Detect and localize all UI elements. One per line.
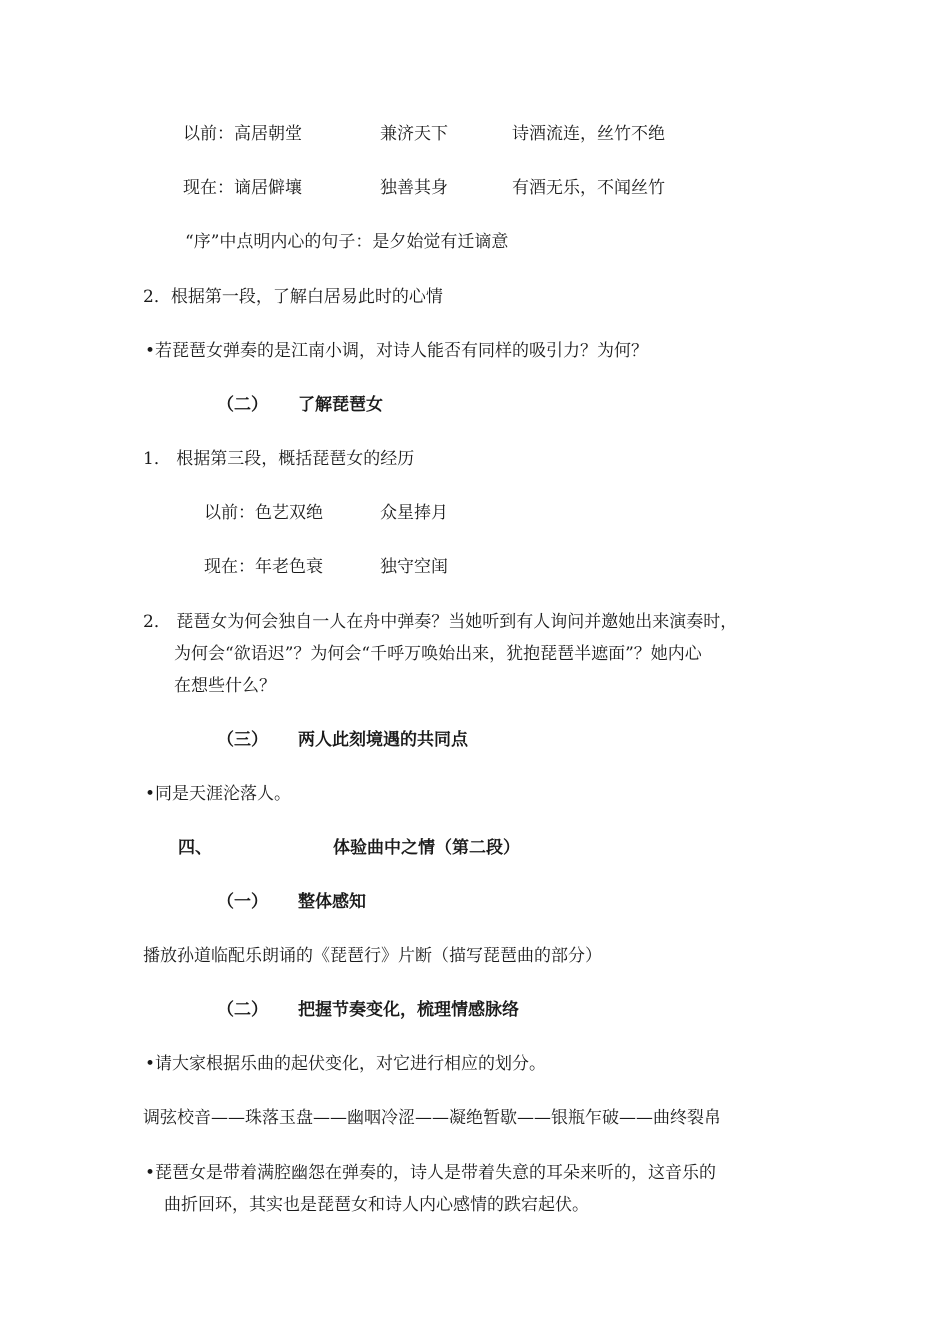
play-recording-line: 播放孙道临配乐朗诵的《琵琶行》片断（描写琵琶曲的部分） bbox=[143, 946, 602, 966]
prev-life-row bbox=[0, 122, 950, 146]
bullet-same-fate: •同是天涯沦落人。 bbox=[145, 784, 292, 804]
prev-life-col3: 诗酒流连，丝竹不绝 bbox=[512, 124, 665, 144]
item-2-mood: 2．根据第一段，了解白居易此时的心情 bbox=[143, 287, 443, 307]
section-3-title: 两人此刻境遇的共同点 bbox=[298, 730, 468, 750]
part-4-number: 四、 bbox=[178, 838, 212, 858]
section-2-title: 了解琵琶女 bbox=[298, 395, 383, 415]
subsection-1-title: 整体感知 bbox=[298, 892, 366, 912]
bullet-final-line-1: •琵琶女是带着满腔幽怨在弹奏的，诗人是带着失意的耳朵来听的，这音乐的 bbox=[145, 1163, 717, 1183]
now-life-label: 现在：谪居僻壤 bbox=[183, 178, 302, 198]
pipa-now-col2: 独守空闺 bbox=[380, 557, 448, 577]
music-sequence: 调弦校音——珠落玉盘——幽咽冷涩——凝绝暂歇——银瓶乍破——曲终裂帛 bbox=[143, 1108, 721, 1128]
item-1-experience: 1． 根据第三段，概括琵琶女的经历 bbox=[143, 449, 415, 469]
now-life-col2: 独善其身 bbox=[380, 178, 448, 198]
part-4-heading bbox=[0, 836, 950, 860]
subsection-2-title: 把握节奏变化，梳理情感脉络 bbox=[298, 1000, 519, 1020]
subsection-1-number: （一） bbox=[217, 892, 268, 912]
now-life-col3: 有酒无乐，不闻丝竹 bbox=[512, 178, 665, 198]
section-3-heading bbox=[0, 728, 950, 752]
pipa-now-row bbox=[0, 555, 950, 579]
item-2-pipa-line-2: 为何会“欲语迟”？为何会“千呼万唤始出来，犹抱琵琶半遮面”？她内心 bbox=[174, 644, 702, 664]
item-2-pipa-line-1: 2． 琵琶女为何会独自一人在舟中弹奏？当她听到有人询问并邀她出来演奏时， bbox=[143, 612, 738, 632]
now-life-row bbox=[0, 176, 950, 200]
part-4-title: 体验曲中之情（第二段） bbox=[333, 838, 520, 858]
item-2-pipa-line-3: 在想些什么？ bbox=[174, 676, 276, 696]
section-3-number: （三） bbox=[217, 730, 268, 750]
pipa-prev-col2: 众星捧月 bbox=[380, 503, 448, 523]
preface-line: “序”中点明内心的句子：是夕始觉有迁谪意 bbox=[185, 232, 509, 252]
section-2-number: （二） bbox=[217, 395, 268, 415]
subsection-2-heading bbox=[0, 998, 950, 1022]
prev-life-label: 以前：高居朝堂 bbox=[183, 124, 302, 144]
subsection-1-heading bbox=[0, 890, 950, 914]
pipa-prev-row bbox=[0, 501, 950, 525]
bullet-divide-music: •请大家根据乐曲的起伏变化，对它进行相应的划分。 bbox=[145, 1054, 547, 1074]
bullet-final-line-2: 曲折回环，其实也是琵琶女和诗人内心感情的跌宕起伏。 bbox=[164, 1195, 589, 1215]
bullet-jiangnan: •若琵琶女弹奏的是江南小调，对诗人能否有同样的吸引力？为何？ bbox=[145, 341, 649, 361]
prev-life-col2: 兼济天下 bbox=[380, 124, 448, 144]
subsection-2-number: （二） bbox=[217, 1000, 268, 1020]
section-2-heading bbox=[0, 393, 950, 417]
pipa-prev-label: 以前：色艺双绝 bbox=[204, 503, 323, 523]
pipa-now-label: 现在：年老色衰 bbox=[204, 557, 323, 577]
